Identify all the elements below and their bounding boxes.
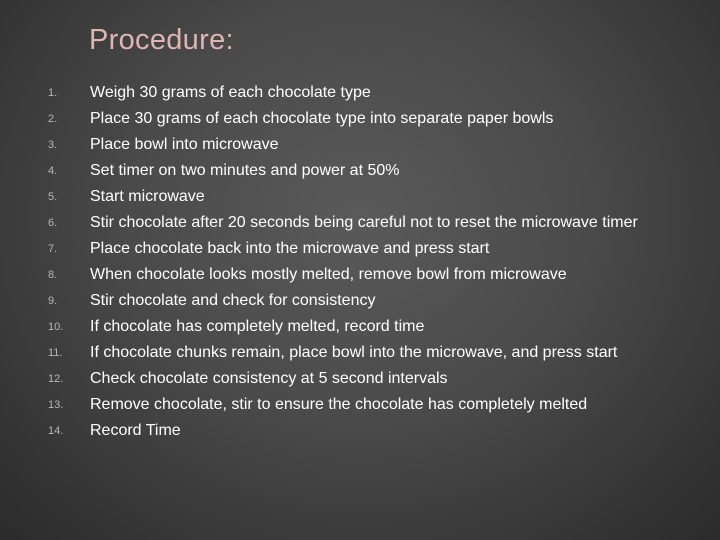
step-text: Check chocolate consistency at 5 second intervals xyxy=(90,370,448,387)
step-number: 7. xyxy=(48,243,58,255)
list-item xyxy=(48,158,708,184)
slide-title: Procedure: xyxy=(89,24,234,56)
step-number: 13. xyxy=(48,399,64,411)
step-text: When chocolate looks mostly melted, remove bowl from microwave xyxy=(90,266,567,283)
step-number: 6. xyxy=(48,217,58,229)
step-text: If chocolate chunks remain, place bowl into the microwave, and press start xyxy=(90,344,618,361)
list-item xyxy=(48,132,708,158)
step-number: 14. xyxy=(48,425,64,437)
step-text: Stir chocolate after 20 seconds being careful not to reset the microwave timer xyxy=(90,214,638,231)
step-text: Set timer on two minutes and power at 50% xyxy=(90,162,400,179)
step-number: 8. xyxy=(48,269,58,281)
list-item xyxy=(48,236,708,262)
step-text: Place 30 grams of each chocolate type into separate paper bowls xyxy=(90,110,554,127)
list-item xyxy=(48,314,708,340)
step-number: 12. xyxy=(48,373,64,385)
procedure-list xyxy=(48,80,708,444)
step-number: 11. xyxy=(48,347,63,359)
step-number: 1. xyxy=(48,87,58,99)
step-text: Place bowl into microwave xyxy=(90,136,279,153)
step-number: 10. xyxy=(48,321,64,333)
list-item xyxy=(48,80,708,106)
list-item xyxy=(48,366,708,392)
step-number: 2. xyxy=(48,113,58,125)
step-number: 5. xyxy=(48,191,58,203)
list-item xyxy=(48,288,708,314)
list-item xyxy=(48,392,708,418)
step-text: Remove chocolate, stir to ensure the chocolate has completely melted xyxy=(90,396,588,413)
list-item xyxy=(48,262,708,288)
list-item xyxy=(48,106,708,132)
step-text: Stir chocolate and check for consistency xyxy=(90,292,376,309)
list-item xyxy=(48,340,708,366)
list-item xyxy=(48,210,708,236)
step-text: Place chocolate back into the microwave and press start xyxy=(90,240,490,257)
list-item xyxy=(48,184,708,210)
step-number: 3. xyxy=(48,139,58,151)
step-number: 4. xyxy=(48,165,58,177)
list-item xyxy=(48,418,708,444)
step-number: 9. xyxy=(48,295,58,307)
step-text: Start microwave xyxy=(90,188,205,205)
step-text: If chocolate has completely melted, record time xyxy=(90,318,425,335)
step-text: Weigh 30 grams of each chocolate type xyxy=(90,84,371,101)
step-text: Record Time xyxy=(90,422,181,439)
